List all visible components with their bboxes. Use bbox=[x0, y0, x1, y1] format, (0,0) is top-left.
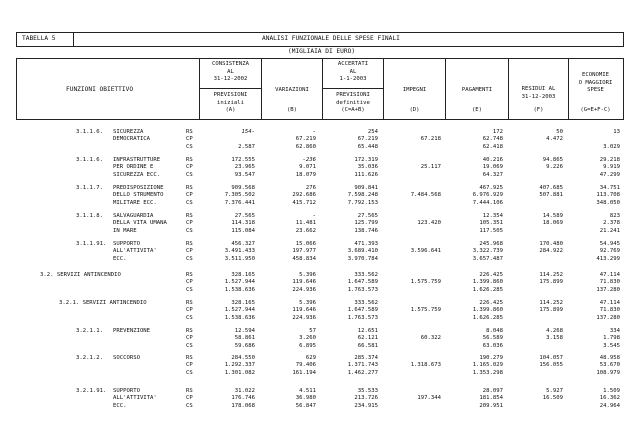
row-cons-value: 27.565 bbox=[234, 213, 255, 219]
table-subtitle: (MIGLIAIA DI EURO) bbox=[288, 48, 356, 55]
row-rs-label: RS bbox=[186, 129, 193, 135]
section-acc-value: 1.763.573 bbox=[347, 314, 378, 321]
row-res-value: 3.158 bbox=[546, 335, 563, 342]
header-economie-code: (G=E+F-C) bbox=[580, 107, 611, 113]
row-pag-value: 172 bbox=[492, 129, 503, 135]
row-cons-value: 115.084 bbox=[231, 227, 255, 234]
row-pag-value: 64.327 bbox=[482, 171, 503, 178]
section-eco-value: 47.114 bbox=[599, 272, 620, 278]
row-res-value: 4.472 bbox=[546, 136, 563, 143]
row-rs-label: CS bbox=[186, 402, 193, 409]
row-var-value: 6.895 bbox=[299, 342, 316, 349]
row-cons-value: 1.301.082 bbox=[224, 369, 255, 376]
row-cons-value: 456.327 bbox=[231, 241, 255, 247]
row-name: PER ORDINE E bbox=[113, 164, 154, 171]
row-res-value: 5.927 bbox=[546, 388, 563, 394]
section-cons-value: 1.527.944 bbox=[224, 279, 255, 286]
row-eco-value: 348.050 bbox=[596, 199, 620, 206]
row-var-value: 11.481 bbox=[295, 220, 316, 227]
row-imp-value: 1.318.673 bbox=[410, 362, 441, 369]
title-bar-divider bbox=[73, 32, 74, 46]
row-name: ALL'ATTIVITA' bbox=[113, 395, 157, 402]
row-cons-value: 172.555 bbox=[231, 157, 255, 163]
row-rs-label: RS bbox=[186, 241, 193, 247]
header-residui-code: (F) bbox=[533, 107, 544, 113]
section-cons-value: 1.527.944 bbox=[224, 307, 255, 314]
row-pag-value: 3.657.487 bbox=[472, 255, 503, 262]
row-acc-value: 65.448 bbox=[357, 143, 378, 150]
row-eco-value: 3.029 bbox=[603, 143, 620, 150]
section-eco-value: 137.280 bbox=[596, 286, 620, 293]
row-acc-value: 67.219 bbox=[357, 136, 378, 143]
row-name: DELLO STRUMENTO bbox=[113, 192, 164, 199]
row-rs-label: CS bbox=[186, 199, 193, 206]
row-rs-label: CS bbox=[186, 369, 193, 376]
row-cons-value: 23.965 bbox=[234, 164, 255, 171]
row-pag-value: 62.418 bbox=[482, 143, 503, 150]
row-pag-value: 467.925 bbox=[479, 185, 503, 191]
row-pag-value: 62.748 bbox=[482, 136, 503, 143]
row-name: SALVAGUARDIA bbox=[113, 213, 154, 219]
section-eco-value: 47.114 bbox=[599, 300, 620, 306]
row-name: INFRASTRUTTURE bbox=[113, 157, 161, 163]
header-consistenza: CONSISTENZA AL 31-12-2002 bbox=[211, 61, 250, 82]
row-res-value: 170.480 bbox=[539, 241, 563, 247]
row-code: 3.2.1.91. bbox=[76, 388, 107, 394]
row-cons-value: 7.305.502 bbox=[224, 192, 255, 199]
row-var-value: 57 bbox=[309, 328, 316, 334]
section-var-value: 5.396 bbox=[299, 272, 316, 278]
row-eco-value: 2.378 bbox=[603, 220, 620, 227]
section-rs-label: CP bbox=[186, 307, 193, 314]
section-var-value: 5.396 bbox=[299, 300, 316, 306]
section-rs-label: RS bbox=[186, 300, 193, 306]
row-name: ECC. bbox=[113, 255, 127, 262]
row-eco-value: 47.299 bbox=[599, 171, 620, 178]
section-var-value: 119.646 bbox=[292, 307, 316, 314]
row-pag-value: 6.976.929 bbox=[472, 192, 503, 199]
header-economie: ECONOMIE O MAGGIORI SPESE bbox=[578, 72, 613, 93]
row-cons-value: 176.746 bbox=[231, 395, 255, 402]
row-imp-value: 67.218 bbox=[420, 136, 441, 143]
row-res-value: 14.589 bbox=[542, 213, 563, 219]
row-rs-label: CP bbox=[186, 136, 193, 143]
row-code: 3.2.1.1. bbox=[76, 328, 103, 334]
row-eco-value: 34.751 bbox=[599, 185, 620, 191]
row-acc-value: 1.462.277 bbox=[347, 369, 378, 376]
row-cons-value: 12.594 bbox=[234, 328, 255, 334]
section-eco-value: 71.830 bbox=[599, 307, 620, 314]
row-res-value: 9.226 bbox=[546, 164, 563, 171]
row-cons-value: 59.686 bbox=[234, 342, 255, 349]
row-var-value: - bbox=[312, 213, 316, 219]
row-eco-value: 13 bbox=[613, 129, 620, 135]
header-funzioni: FUNZIONI OBIETTIVO bbox=[66, 86, 134, 93]
row-rs-label: RS bbox=[186, 185, 193, 191]
row-acc-value: 213.726 bbox=[354, 395, 378, 402]
row-acc-value: 7.598.248 bbox=[347, 192, 378, 199]
row-name: PREVENZIONE bbox=[113, 328, 151, 334]
row-rs-label: CS bbox=[186, 342, 193, 349]
section-var-value: 224.936 bbox=[292, 286, 316, 293]
row-name: SICUREZZA ECC. bbox=[113, 171, 161, 178]
section-acc-value: 1.647.589 bbox=[347, 307, 378, 314]
header-accertati: ACCERTATI AL 1-1-2003 bbox=[337, 61, 369, 82]
section-cons-value: 328.165 bbox=[231, 272, 255, 278]
row-eco-value: 29.218 bbox=[599, 157, 620, 163]
row-res-value: 284.922 bbox=[539, 248, 563, 255]
row-acc-value: 471.393 bbox=[354, 241, 378, 247]
section-var-value: 224.936 bbox=[292, 314, 316, 321]
section-eco-value: 137.280 bbox=[596, 314, 620, 321]
row-var-value: 458.834 bbox=[292, 255, 316, 262]
row-imp-value: 7.484.568 bbox=[410, 192, 441, 199]
row-var-value: 276 bbox=[305, 185, 316, 191]
row-rs-label: CS bbox=[186, 143, 193, 150]
row-rs-label: CP bbox=[186, 192, 193, 199]
row-name: SUPPORTO bbox=[113, 388, 140, 394]
section-pag-value: 226.425 bbox=[479, 272, 503, 278]
row-acc-value: 3.970.784 bbox=[347, 255, 378, 262]
row-pag-value: 12.354 bbox=[482, 213, 503, 219]
row-pag-value: 3.322.739 bbox=[472, 248, 503, 255]
row-var-value: 79.406 bbox=[295, 362, 316, 369]
section-pag-value: 1.399.860 bbox=[472, 279, 503, 286]
row-cons-value: 284.550 bbox=[231, 355, 255, 361]
row-rs-label: RS bbox=[186, 355, 193, 361]
row-res-value: 104.057 bbox=[539, 355, 563, 361]
row-res-value: 50 bbox=[556, 129, 563, 135]
row-rs-label: CP bbox=[186, 395, 193, 402]
row-rs-label: RS bbox=[186, 328, 193, 334]
row-var-value: -236 bbox=[302, 157, 316, 163]
row-rs-label: CP bbox=[186, 362, 193, 369]
row-eco-value: 24.964 bbox=[599, 402, 620, 409]
row-pag-value: 19.069 bbox=[482, 164, 503, 171]
row-rs-label: CP bbox=[186, 220, 193, 227]
row-var-value: 197.977 bbox=[292, 248, 316, 255]
row-res-value: 507.881 bbox=[539, 192, 563, 199]
section-cons-value: 1.538.636 bbox=[224, 286, 255, 293]
row-eco-value: 113.708 bbox=[596, 192, 620, 199]
row-code: 3.1.1.7. bbox=[76, 185, 103, 191]
row-code: 3.1.1.6. bbox=[76, 129, 103, 135]
row-cons-value: 7.376.441 bbox=[224, 199, 255, 206]
section-pag-value: 226.425 bbox=[479, 300, 503, 306]
row-name: SOCCORSO bbox=[113, 355, 140, 361]
header-pagamenti-code: (E) bbox=[471, 107, 483, 113]
row-res-value: 407.685 bbox=[539, 185, 563, 191]
section-rs-label: CP bbox=[186, 279, 193, 286]
row-acc-value: 3.689.410 bbox=[347, 248, 378, 255]
row-res-value: 94.865 bbox=[542, 157, 563, 163]
row-eco-value: 48.958 bbox=[599, 355, 620, 361]
row-var-value: 62.860 bbox=[295, 143, 316, 150]
section-rs-label: RS bbox=[186, 272, 193, 278]
row-cons-value: 178.068 bbox=[231, 402, 255, 409]
section-imp-value: 1.575.759 bbox=[410, 279, 441, 286]
row-name: ALL'ATTIVITA' bbox=[113, 248, 157, 255]
row-rs-label: CS bbox=[186, 227, 193, 234]
section-rs-label: CS bbox=[186, 314, 193, 321]
row-eco-value: 1.509 bbox=[603, 388, 620, 394]
header-impegni-code: (D) bbox=[409, 107, 420, 113]
row-pag-value: 1.353.298 bbox=[472, 369, 503, 376]
header-variazioni-code: (B) bbox=[286, 107, 298, 113]
header-previsioni-iniziali: PREVISIONI iniziali (A) bbox=[213, 92, 248, 113]
header-pagamenti: PAGAMENTI bbox=[461, 87, 493, 93]
row-rs-label: RS bbox=[186, 213, 193, 219]
row-var-value: 36.980 bbox=[295, 395, 316, 402]
row-var-value: 292.686 bbox=[292, 192, 316, 199]
row-var-value: 629 bbox=[305, 355, 316, 361]
row-pag-value: 40.216 bbox=[482, 157, 503, 163]
section-acc-value: 1.763.573 bbox=[347, 286, 378, 293]
header-impegni: IMPEGNI bbox=[402, 87, 427, 93]
row-var-value: 3.260 bbox=[299, 335, 316, 342]
section-res-value: 114.252 bbox=[539, 300, 563, 306]
table-title: ANALISI FUNZIONALE DELLE SPESE FINALI bbox=[262, 35, 400, 42]
section-res-value: 175.899 bbox=[539, 307, 563, 314]
row-cons-value: 114.318 bbox=[231, 220, 255, 227]
header-subline bbox=[322, 88, 383, 89]
row-var-value: 161.194 bbox=[292, 369, 316, 376]
row-cons-value: 154- bbox=[241, 129, 255, 135]
row-name: ECC. bbox=[113, 402, 127, 409]
section-pag-value: 1.626.285 bbox=[472, 314, 503, 321]
section-acc-value: 333.562 bbox=[354, 272, 378, 278]
row-var-value: 4.511 bbox=[299, 388, 316, 394]
row-acc-value: 35.533 bbox=[357, 388, 378, 394]
row-code: 3.1.1.91. bbox=[76, 241, 107, 247]
row-rs-label: CS bbox=[186, 171, 193, 178]
row-var-value: 23.662 bbox=[295, 227, 316, 234]
row-pag-value: 117.505 bbox=[479, 227, 503, 234]
row-name: PREDISPOSIZIONE bbox=[113, 185, 164, 191]
row-res-value: 4.268 bbox=[546, 328, 563, 334]
row-var-value: 56.847 bbox=[295, 402, 316, 409]
row-acc-value: 111.626 bbox=[354, 171, 378, 178]
section-imp-value: 1.575.759 bbox=[410, 307, 441, 314]
row-name: IN MARE bbox=[113, 227, 137, 234]
row-acc-value: 285.374 bbox=[354, 355, 378, 361]
row-eco-value: 9.919 bbox=[603, 164, 620, 171]
row-var-value: 15.066 bbox=[295, 241, 316, 247]
row-cons-value: 1.292.337 bbox=[224, 362, 255, 369]
row-cons-value: 2.587 bbox=[238, 143, 255, 150]
section-var-value: 119.646 bbox=[292, 279, 316, 286]
row-eco-value: 1.798 bbox=[603, 335, 620, 342]
row-code: 3.1.1.6. bbox=[76, 157, 103, 163]
row-pag-value: 209.951 bbox=[479, 402, 503, 409]
row-pag-value: 56.589 bbox=[482, 335, 503, 342]
row-eco-value: 334 bbox=[609, 328, 620, 334]
row-acc-value: 138.746 bbox=[354, 227, 378, 234]
row-pag-value: 105.351 bbox=[479, 220, 503, 227]
row-pag-value: 181.854 bbox=[479, 395, 503, 402]
row-cons-value: 3.491.433 bbox=[224, 248, 255, 255]
row-acc-value: 7.792.153 bbox=[347, 199, 378, 206]
table-label: TABELLA 5 bbox=[22, 35, 56, 42]
row-rs-label: RS bbox=[186, 388, 193, 394]
row-pag-value: 245.968 bbox=[479, 241, 503, 247]
row-rs-label: CP bbox=[186, 335, 193, 342]
row-res-value: 156.055 bbox=[539, 362, 563, 369]
row-acc-value: 66.581 bbox=[357, 342, 378, 349]
row-rs-label: CP bbox=[186, 248, 193, 255]
header-previsioni-definitive: PREVISIONI definitive (C=A+B) bbox=[336, 92, 370, 113]
row-res-value: 18.069 bbox=[542, 220, 563, 227]
row-imp-value: 123.420 bbox=[417, 220, 441, 227]
row-acc-value: 254 bbox=[367, 129, 378, 135]
row-acc-value: 909.841 bbox=[354, 185, 378, 191]
row-res-value: 16.509 bbox=[542, 395, 563, 402]
row-var-value: 18.079 bbox=[295, 171, 316, 178]
row-eco-value: 823 bbox=[609, 213, 620, 219]
row-cons-value: 3.511.950 bbox=[224, 255, 255, 262]
row-eco-value: 21.241 bbox=[599, 227, 620, 234]
row-acc-value: 12.651 bbox=[357, 328, 378, 334]
header-subline bbox=[199, 88, 261, 89]
row-pag-value: 63.036 bbox=[482, 342, 503, 349]
row-pag-value: 28.097 bbox=[482, 388, 503, 394]
section-label: 3.2.1. SERVIZI ANTINCENDIO bbox=[59, 300, 147, 306]
row-imp-value: 3.596.641 bbox=[410, 248, 441, 255]
row-rs-label: CS bbox=[186, 255, 193, 262]
row-eco-value: 53.670 bbox=[599, 362, 620, 369]
row-eco-value: 108.979 bbox=[596, 369, 620, 376]
row-var-value: - bbox=[312, 129, 316, 135]
section-cons-value: 1.538.636 bbox=[224, 314, 255, 321]
section-acc-value: 333.562 bbox=[354, 300, 378, 306]
section-cons-value: 328.165 bbox=[231, 300, 255, 306]
row-var-value: 67.219 bbox=[295, 136, 316, 143]
row-acc-value: 234.915 bbox=[354, 402, 378, 409]
row-name: SUPPORTO bbox=[113, 241, 140, 247]
row-pag-value: 1.165.029 bbox=[472, 362, 503, 369]
section-acc-value: 1.647.589 bbox=[347, 279, 378, 286]
row-cons-value: 909.568 bbox=[231, 185, 255, 191]
row-imp-value: 197.344 bbox=[417, 395, 441, 402]
row-name: MILITARE ECC. bbox=[113, 199, 157, 206]
row-pag-value: 190.279 bbox=[479, 355, 503, 361]
row-acc-value: 62.121 bbox=[357, 335, 378, 342]
section-eco-value: 71.830 bbox=[599, 279, 620, 286]
row-imp-value: 25.117 bbox=[420, 164, 441, 171]
row-name: DEMOCRATICA bbox=[113, 136, 151, 143]
section-pag-value: 1.626.285 bbox=[472, 286, 503, 293]
section-pag-value: 1.399.860 bbox=[472, 307, 503, 314]
row-pag-value: 8.048 bbox=[486, 328, 503, 334]
row-name: SICUREZZA bbox=[113, 129, 144, 135]
row-acc-value: 27.565 bbox=[357, 213, 378, 219]
row-acc-value: 172.319 bbox=[354, 157, 378, 163]
row-eco-value: 413.299 bbox=[596, 255, 620, 262]
row-imp-value: 60.322 bbox=[420, 335, 441, 342]
row-acc-value: 125.799 bbox=[354, 220, 378, 227]
section-label: 3.2. SERVIZI ANTINCENDIO bbox=[40, 272, 121, 278]
section-res-value: 114.252 bbox=[539, 272, 563, 278]
row-eco-value: 54.945 bbox=[599, 241, 620, 247]
row-cons-value: 31.022 bbox=[234, 388, 255, 394]
section-rs-label: CS bbox=[186, 286, 193, 293]
row-name: DELLA VITA UMANA bbox=[113, 220, 167, 227]
row-var-value: 415.712 bbox=[292, 199, 316, 206]
row-eco-value: 3.545 bbox=[603, 342, 620, 349]
row-cons-value: 93.547 bbox=[234, 171, 255, 178]
row-var-value: 9.071 bbox=[299, 164, 316, 171]
row-eco-value: 16.362 bbox=[599, 395, 620, 402]
row-rs-label: RS bbox=[186, 157, 193, 163]
section-res-value: 175.899 bbox=[539, 279, 563, 286]
row-code: 3.2.1.2. bbox=[76, 355, 103, 361]
header-variazioni: VARIAZIONI bbox=[275, 87, 309, 93]
row-pag-value: 7.444.106 bbox=[472, 199, 503, 206]
header-residui: RESIDUI AL 31-12-2003 bbox=[521, 86, 556, 100]
row-acc-value: 35.036 bbox=[357, 164, 378, 171]
row-eco-value: 92.769 bbox=[599, 248, 620, 255]
row-rs-label: CP bbox=[186, 164, 193, 171]
row-code: 3.1.1.8. bbox=[76, 213, 103, 219]
row-acc-value: 1.371.743 bbox=[347, 362, 378, 369]
row-cons-value: 58.861 bbox=[234, 335, 255, 342]
